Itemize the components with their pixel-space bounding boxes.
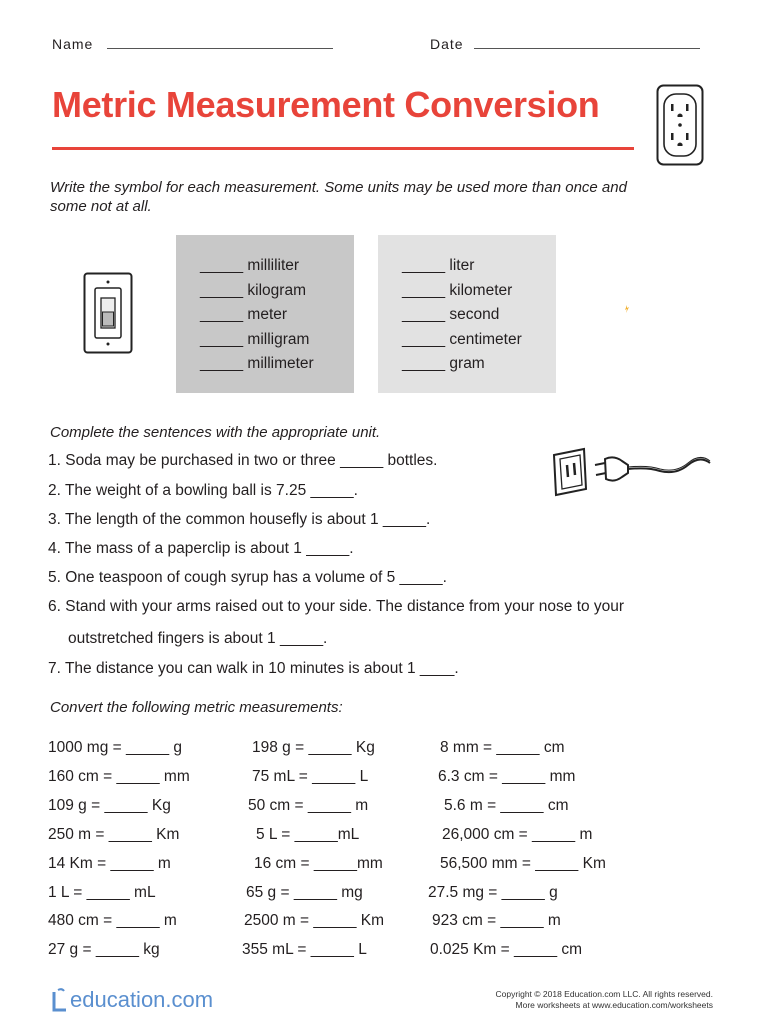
conversion-col3-item-1: 8 mm = _____ cm xyxy=(440,739,565,756)
units-box-left xyxy=(176,235,354,393)
date-label: Date xyxy=(430,36,464,52)
sentence-7: 7. The distance you can walk in 10 minutes is about 1 ____. xyxy=(48,660,459,677)
logo-text: education xyxy=(70,987,166,1012)
unit-milliliter: _____ milliliter xyxy=(200,257,300,274)
conversion-col3-item-7: 923 cm = _____ m xyxy=(432,912,561,929)
conversion-col1-item-1: 1000 mg = _____ g xyxy=(48,739,183,756)
sentence-6: 6. Stand with your arms raised out to your side. The distance from your nose to your xyxy=(48,598,625,615)
conversion-col3-item-4: 26,000 cm = _____ m xyxy=(442,826,593,843)
more-worksheets-text: More worksheets at www.education.com/worksheets xyxy=(515,1000,713,1010)
education-logo-icon xyxy=(50,988,70,1014)
sentence-3: 3. The length of the common housefly is about 1 _____. xyxy=(48,511,431,528)
sentence-5: 5. One teaspoon of cough syrup has a volume of 5 _____. xyxy=(48,569,447,586)
page-title: Metric Measurement Conversion xyxy=(52,84,600,125)
unit-centimeter: _____ centimeter xyxy=(402,330,522,348)
unit-liter: _____ liter xyxy=(402,257,475,274)
date-line[interactable] xyxy=(474,48,700,49)
unit-kilogram: _____ kilogram xyxy=(200,281,306,299)
conversion-col1-item-5: 14 Km = _____ m xyxy=(48,855,171,872)
logo-suffix: .com xyxy=(165,987,214,1012)
conversion-col2-item-2: 75 mL = _____ L xyxy=(252,768,369,785)
sentence-6-cont: outstretched fingers is about 1 _____. xyxy=(68,630,328,647)
conversion-col1-item-7: 480 cm = _____ m xyxy=(48,912,177,929)
copyright-text: Copyright © 2018 Education.com LLC. All rights reserved. xyxy=(495,989,713,999)
sentence-1: 1. Soda may be purchased in two or three _____ bottles. xyxy=(48,452,438,469)
conversion-col2-item-1: 198 g = _____ Kg xyxy=(252,739,375,756)
conversion-col3-item-2: 6.3 cm = _____ mm xyxy=(438,768,576,785)
section1-instructions: Write the symbol for each measurement. Some units may be used more than once and some not at all. xyxy=(50,179,627,215)
conversion-col2-item-4: 5 L = _____mL xyxy=(256,826,360,843)
light-switch-icon xyxy=(83,272,133,354)
plug-icon xyxy=(548,443,713,501)
conversion-col1-item-4: 250 m = _____ Km xyxy=(48,826,180,843)
conversion-col2-item-3: 50 cm = _____ m xyxy=(248,797,369,814)
unit-gram: _____ gram xyxy=(402,355,485,373)
section3-instructions: Convert the following metric measurements: xyxy=(50,699,343,716)
conversion-col2-item-6: 65 g = _____ mg xyxy=(246,884,363,901)
conversion-col3-item-3: 5.6 m = _____ cm xyxy=(444,797,569,814)
sentence-2: 2. The weight of a bowling ball is 7.25 _____. xyxy=(48,482,358,499)
name-line[interactable] xyxy=(107,48,333,49)
spark-icon xyxy=(624,305,630,313)
conversion-col3-item-5: 56,500 mm = _____ Km xyxy=(440,855,606,872)
unit-millimeter: _____ millimeter xyxy=(200,355,314,373)
conversion-col1-item-3: 109 g = _____ Kg xyxy=(48,797,171,814)
unit-kilometer: _____ kilometer xyxy=(402,281,513,299)
conversion-col2-item-8: 355 mL = _____ L xyxy=(242,941,367,958)
conversion-col1-item-8: 27 g = _____ kg xyxy=(48,941,160,958)
outlet-icon xyxy=(656,84,704,166)
conversion-col2-item-7: 2500 m = _____ Km xyxy=(244,912,385,929)
footer-copyright xyxy=(496,989,713,1011)
unit-milligram: _____ milligram xyxy=(200,330,310,348)
units-box-right xyxy=(378,235,556,393)
name-label: Name xyxy=(52,36,94,52)
conversion-col1-item-2: 160 cm = _____ mm xyxy=(48,768,190,785)
section2-instructions: Complete the sentences with the appropriate unit. xyxy=(50,424,381,441)
unit-second: _____ second xyxy=(402,306,500,324)
education-logo xyxy=(50,987,213,1014)
sentence-4: 4. The mass of a paperclip is about 1 _____. xyxy=(48,540,354,557)
title-underline xyxy=(52,147,634,150)
unit-meter: _____ meter xyxy=(200,306,288,324)
conversion-col3-item-6: 27.5 mg = _____ g xyxy=(428,884,558,901)
conversion-col1-item-6: 1 L = _____ mL xyxy=(48,884,156,901)
conversion-col3-item-8: 0.025 Km = _____ cm xyxy=(430,941,583,958)
conversion-col2-item-5: 16 cm = _____mm xyxy=(254,855,383,872)
